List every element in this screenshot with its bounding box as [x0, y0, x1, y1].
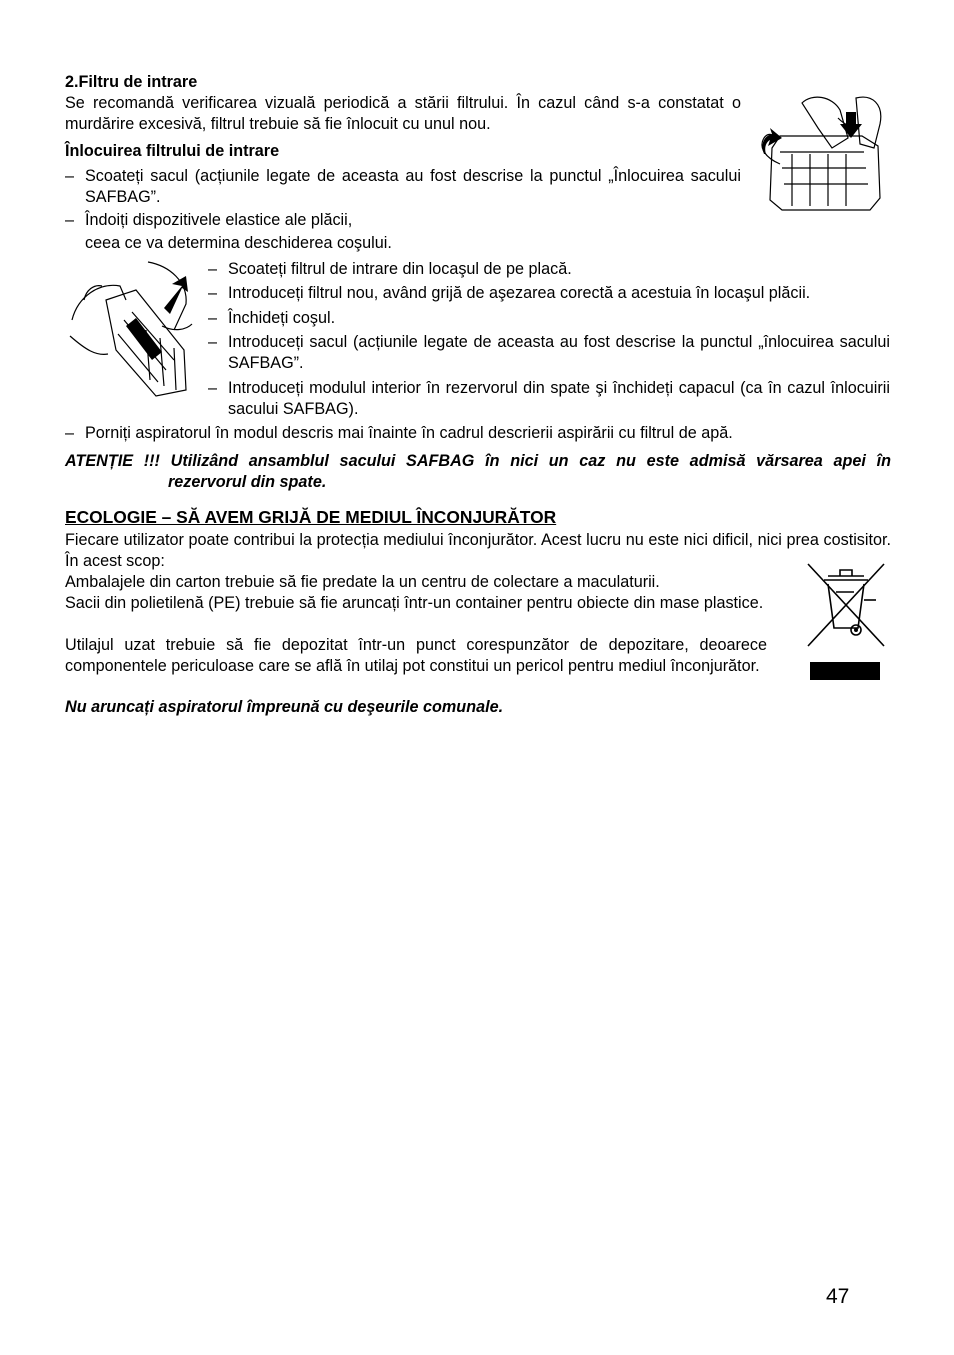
dash-bullet: – [208, 284, 218, 302]
dash-bullet: – [208, 379, 218, 397]
ecology-paragraph: Sacii din polietilenă (PE) trebuie să fie aruncați într-un container pentru obiecte din mase plastice. [65, 594, 764, 612]
dash-bullet: – [208, 260, 218, 278]
section-heading: 2.Filtru de intrare [65, 73, 198, 91]
filter-removal-illustration [66, 260, 198, 400]
warning-line-2: rezervorul din spate. [168, 473, 327, 491]
list-item: – Scoateți filtrul de intrare din locaşul de pe placă. [208, 260, 572, 278]
list-item: – Introduceți filtrul nou, având grijă de aşezarea corectă a acestuia în locaşul plăcii. [208, 284, 811, 302]
list-item: – Închideți coşul. [208, 309, 336, 327]
dash-bullet: – [65, 167, 75, 185]
list-item: – Introduceți modulul interior în rezervorul din spate şi închideți capacul (ca în cazul înlocuirii sacului SAFBAG). [208, 379, 890, 418]
list-item: – Porniți aspiratorul în modul descris mai înainte în cadrul descrierii aspirării cu filtrul de apă. [65, 424, 733, 442]
dash-bullet: – [208, 309, 218, 327]
basket-open-illustration [752, 88, 892, 213]
replace-filter-subheading: Înlocuirea filtrului de intrare [65, 142, 280, 160]
ecology-paragraph: Ambalajele din carton trebuie să fie predate la un centru de colectare a maculaturii. [65, 573, 660, 591]
list-item: – Introduceți sacul (acțiunile legate de aceasta au fost descrise la punctul „înlocuirea sacului SAFBAG”. [208, 333, 890, 372]
crossed-out-bin-icon [806, 560, 886, 682]
dash-bullet: – [65, 424, 75, 442]
ecology-paragraph: Fiecare utilizator poate contribui la protecția mediului înconjurător. Acest lucru nu este nici dificil, nici prea costisitor. În acest scop: [65, 531, 891, 570]
ecology-paragraph: Utilajul uzat trebuie să fie depozitat într-un punct corespunzător de depozitare, deoarece componentele periculoase care se află în utilaj pot constitui un pericol pentru mediul înconjurător. [65, 636, 767, 675]
page-number: 47 [826, 1285, 850, 1308]
ecology-heading: ECOLOGIE – SĂ AVEM GRIJĂ DE MEDIUL ÎNCONJURĂTOR [65, 507, 557, 527]
list-item-continuation: ceea ce va determina deschiderea coşului. [85, 234, 392, 252]
intro-paragraph: Se recomandă verificarea vizuală periodică a stării filtrului. În cazul când s-a constatat o murdărire excesivă, filtrul trebuie să fie înlocuit cu unul nou. [65, 94, 741, 133]
disposal-notice: Nu aruncați aspiratorul împreună cu deşeurile comunale. [65, 698, 504, 716]
warning-line-1: ATENȚIE !!! Utilizând ansamblul sacului SAFBAG în nici un caz nu este admisă vărsarea apei în [65, 452, 891, 470]
list-item: – Îndoiți dispozitivele elastice ale plăcii, [65, 211, 353, 229]
dash-bullet: – [65, 211, 75, 229]
dash-bullet: – [208, 333, 218, 351]
list-item: – Scoateți sacul (acțiunile legate de aceasta au fost descrise la punctul „Înlocuirea sacului SAFBAG”. [65, 167, 741, 206]
